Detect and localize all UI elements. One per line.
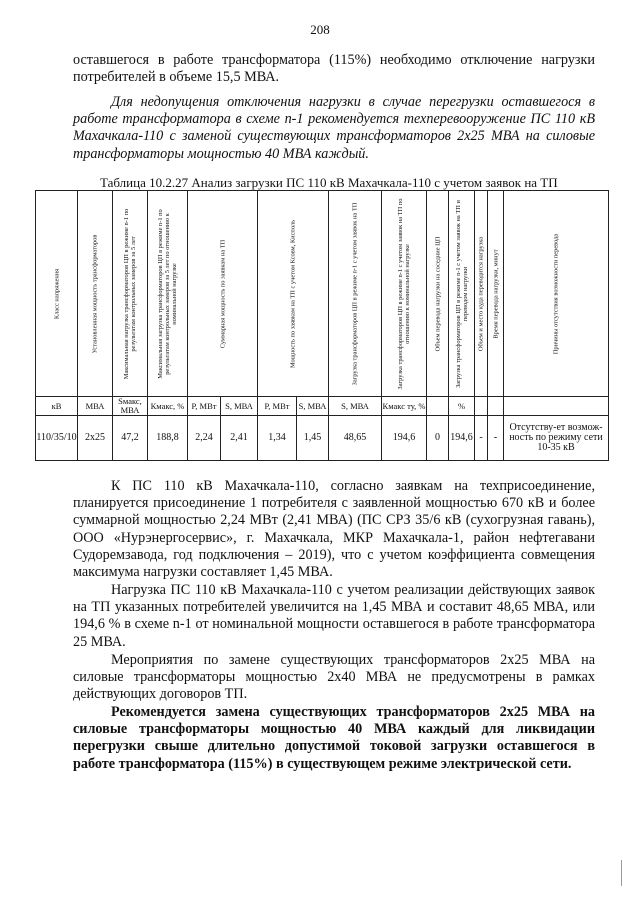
paragraph-continuation: оставшегося в работе трансформатора (115%) необходимо отключение нагрузки потребителей в объеме 15,5 МВА. — [73, 52, 595, 86]
table-caption: Таблица 10.2.27 Анализ загрузки ПС 110 кВ Махачкала-110 с учетом заявок на ТП — [100, 175, 558, 190]
header-cell: Причины отсутствия возможности перевода — [504, 191, 609, 397]
paragraph-connection-requests: К ПС 110 кВ Махачкала-110, согласно заявкам на техприсоединение, планируется присоединение 1 потребителя с заявленной мощностью 670 кВ и более суммарной мощностью 2,24 МВт (2,41 МВА) (ПС СРЗ 35/6 кВ (сухогрузная гавань), ООО «Нурэнергосервис», г. Махачкала, МКР Махачкала-1, район нефтегавани Судоремзавода, год подключения – 2019), что с учетом коэффициента совмещения максимума нагрузки составляет 1,45 МВА. — [73, 478, 595, 581]
table-units-row — [36, 397, 609, 416]
unit-cell — [475, 397, 488, 416]
header-cell: Объем перевода нагрузки на соседние ЦП — [427, 191, 449, 397]
scan-margin-mark — [621, 860, 622, 886]
unit-cell: P, МВт — [188, 397, 221, 416]
unit-cell: S, МВА — [221, 397, 258, 416]
page-number: 208 — [310, 22, 330, 37]
unit-cell: кВ — [36, 397, 78, 416]
cell-p-sum: 2,24 — [188, 416, 221, 461]
cell-s-sum: 2,41 — [221, 416, 258, 461]
cell-place: - — [475, 416, 488, 461]
paragraph-recommendation-italic: Для недопущения отключения нагрузки в случае перегрузки оставшегося в работе трансформатора в схеме п-1 рекомендуется техперевооружение ПС 110 кВ Махачкала-110 с заменой существующих трансформаторов 2х25 МВА на силовые трансформаторы мощностью 40 МВА каждый. — [73, 94, 595, 162]
cell-reason: Отсутству-ет возмож-ность по режиму сети 10-35 кВ — [504, 416, 609, 461]
cell-voltage: 110/35/10 — [36, 416, 78, 461]
cell-capacity: 2х25 — [78, 416, 113, 461]
header-cell: Максимальная загрузка трансформаторов ЦП в режиме n-1 по результатам контрольных замеров за 5 лет по отношению к номинальной нагрузке — [148, 191, 188, 397]
cell-s-k: 1,45 — [297, 416, 329, 461]
cell-transfer: 0 — [427, 416, 449, 461]
header-cell: Суммарная мощность по заявкам на ТП — [188, 191, 258, 397]
cell-s-load: 48,65 — [329, 416, 382, 461]
unit-cell — [504, 397, 609, 416]
unit-cell: Sмакс, МВА — [113, 397, 148, 416]
paragraph-final-recommendation: Рекомендуется замена существующих трансформаторов 2х25 МВА на силовые трансформаторы мощностью 40 МВА каждый для ликвидации перегрузки свыше длительно допустимой токовой загрузки оставшегося в работе трансформатора (115%) в существующем режиме электрической сети. — [73, 704, 595, 772]
load-analysis-table — [35, 190, 609, 461]
header-cell: Объем и место куда переводится нагрузка — [475, 191, 488, 397]
cell-kmax-tu: 194,6 — [382, 416, 427, 461]
unit-cell: % — [449, 397, 475, 416]
unit-cell — [427, 397, 449, 416]
header-cell: Загрузка трансформаторов ЦП в режиме n-1 с учетом заявок на ТП по отношению к номинальной нагрузке — [382, 191, 427, 397]
cell-kmax: 188,8 — [148, 416, 188, 461]
header-cell: Класс напряжения — [36, 191, 78, 397]
cell-time: - — [488, 416, 504, 461]
unit-cell: S, МВА — [329, 397, 382, 416]
paragraph-load-increase: Нагрузка ПС 110 кВ Махачкала-110 с учетом реализации действующих заявок на ТП указанных потребителей увеличится на 1,45 МВА и составит 48,65 МВА, или 194,6 % в схеме n-1 от номинальной мощности оставшегося в работе трансформатора 25 МВА. — [73, 582, 595, 650]
header-cell: Мощность по заявкам на ТП с учетом Ксовм, Кисполь — [258, 191, 329, 397]
header-cell: Максимальная нагрузка трансформаторов ЦП в режиме n-1 по результатам контрольных замеров за 5 лет — [113, 191, 148, 397]
header-cell: Загрузка трансформаторов ЦП в режиме n-1 с учетом заявок на ТП и переводом нагрузки — [449, 191, 475, 397]
paragraph-measures: Мероприятия по замене существующих трансформаторов 2х25 МВА на силовые трансформаторы мощностью 2х40 МВА не предусмотрены в рамках действующих договоров ТП. — [73, 652, 595, 703]
unit-cell: МВА — [78, 397, 113, 416]
unit-cell: Кмакс, % — [148, 397, 188, 416]
table-row — [36, 416, 609, 461]
table-header-row — [36, 191, 609, 397]
unit-cell: S, МВА — [297, 397, 329, 416]
unit-cell: P, МВт — [258, 397, 297, 416]
unit-cell: Кмакс ту, % — [382, 397, 427, 416]
header-cell: Время перевода нагрузки, минут — [488, 191, 504, 397]
header-cell: Загрузка трансформаторов ЦП в режиме n-1 с учетом заявок на ТП — [329, 191, 382, 397]
header-cell: Установленная мощность трансформаторов — [78, 191, 113, 397]
cell-load-transfer: 194,6 — [449, 416, 475, 461]
cell-p-k: 1,34 — [258, 416, 297, 461]
unit-cell — [488, 397, 504, 416]
cell-smax: 47,2 — [113, 416, 148, 461]
